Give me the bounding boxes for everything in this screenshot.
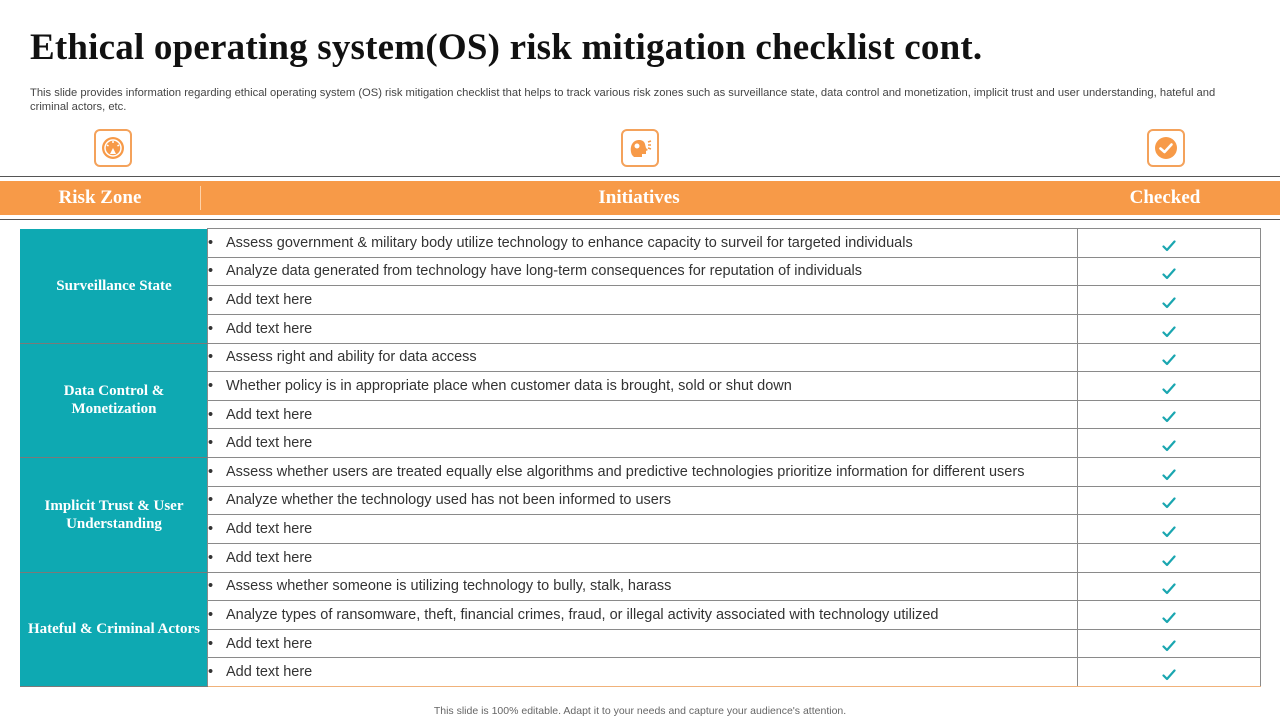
- bullet-icon: •: [208, 578, 214, 595]
- checkmark-icon: [1162, 354, 1176, 366]
- checked-cell[interactable]: [1078, 343, 1261, 372]
- checked-cell[interactable]: [1078, 486, 1261, 515]
- risk-zone-cell: Implicit Trust & User Understanding: [21, 458, 208, 573]
- checked-cell[interactable]: [1078, 515, 1261, 544]
- risk-zone-cell: Surveillance State: [21, 229, 208, 344]
- initiative-cell: [208, 486, 1078, 515]
- checked-cell[interactable]: [1078, 400, 1261, 429]
- initiative-text: Assess government & military body utilize technology to enhance capacity to surveil for targeted individuals: [226, 234, 913, 251]
- initiative-text: Add text here: [226, 435, 313, 452]
- header-bottom-rule: [0, 219, 1280, 220]
- header-risk-zone: Risk Zone: [58, 187, 142, 208]
- initiative-cell: [208, 458, 1078, 487]
- initiative-text: Analyze whether the technology used has not been informed to users: [226, 492, 671, 509]
- header-top-rule: [0, 176, 1280, 177]
- bullet-icon: •: [208, 406, 214, 423]
- checklist-table: [20, 228, 1261, 687]
- checked-cell[interactable]: [1078, 314, 1261, 343]
- initiative-cell: [208, 372, 1078, 401]
- table-row: [21, 229, 1261, 258]
- initiative-cell: [208, 572, 1078, 601]
- initiative-cell: [208, 257, 1078, 286]
- footer-note: This slide is 100% editable. Adapt it to your needs and capture your audience's attention.: [433, 705, 847, 717]
- bullet-icon: •: [208, 292, 214, 309]
- checked-cell[interactable]: [1078, 458, 1261, 487]
- initiative-cell: [208, 314, 1078, 343]
- initiative-text: Add text here: [226, 521, 313, 538]
- initiative-cell: [208, 229, 1078, 258]
- checkmark-icon: [1162, 326, 1176, 338]
- checkmark-icon: [1162, 383, 1176, 395]
- checkmark-icon: [1162, 411, 1176, 423]
- bullet-icon: •: [208, 664, 214, 681]
- checkmark-icon: [1162, 640, 1176, 652]
- checked-cell[interactable]: [1078, 543, 1261, 572]
- checkmark-icon: [1162, 440, 1176, 452]
- initiative-cell: [208, 658, 1078, 687]
- initiative-cell: [208, 515, 1078, 544]
- initiative-text: Assess whether users are treated equally else algorithms and predictive technologies prioritize information for different users: [226, 463, 1025, 480]
- header-checked: Checked: [1129, 187, 1201, 208]
- bullet-icon: •: [208, 234, 214, 251]
- initiative-text: Whether policy is in appropriate place when customer data is brought, sold or shut down: [226, 377, 792, 394]
- bullet-icon: •: [208, 521, 214, 538]
- initiative-text: Add text here: [226, 292, 313, 309]
- checkmark-icon: [1162, 497, 1176, 509]
- checked-cell[interactable]: [1078, 629, 1261, 658]
- table-row: [21, 343, 1261, 372]
- risk-zone-cell: Data Control & Monetization: [21, 343, 208, 458]
- initiative-cell: [208, 629, 1078, 658]
- checked-cell[interactable]: [1078, 601, 1261, 630]
- initiative-text: Analyze data generated from technology have long-term consequences for reputation of individuals: [226, 263, 862, 280]
- speedometer-icon: [94, 129, 132, 167]
- checked-cell[interactable]: [1078, 257, 1261, 286]
- bullet-icon: •: [208, 635, 214, 652]
- checked-cell[interactable]: [1078, 572, 1261, 601]
- head-idea-icon: [621, 129, 659, 167]
- checked-cell[interactable]: [1078, 372, 1261, 401]
- table-row: [21, 458, 1261, 487]
- bullet-icon: •: [208, 606, 214, 623]
- initiative-cell: [208, 429, 1078, 458]
- checkmark-icon: [1162, 469, 1176, 481]
- header-initiatives: Initiatives: [598, 187, 680, 208]
- checkmark-icon: [1162, 669, 1176, 681]
- checked-cell[interactable]: [1078, 429, 1261, 458]
- checkmark-icon: [1162, 583, 1176, 595]
- bullet-icon: •: [208, 549, 214, 566]
- initiative-cell: [208, 343, 1078, 372]
- bullet-icon: •: [208, 377, 214, 394]
- initiative-text: Analyze types of ransomware, theft, financial crimes, fraud, or illegal activity associated with technology utilized: [226, 606, 939, 623]
- initiative-text: Add text here: [226, 549, 313, 566]
- initiative-cell: [208, 543, 1078, 572]
- page-title: Ethical operating system(OS) risk mitigation checklist cont.: [30, 27, 983, 68]
- initiative-cell: [208, 286, 1078, 315]
- initiative-text: Assess whether someone is utilizing technology to bully, stalk, harass: [226, 578, 672, 595]
- page-subtitle: This slide provides information regarding ethical operating system (OS) risk mitigation checklist that helps to track various risk zones such as surveillance state, data control and monetization, implicit trust and user understanding, hateful and criminal actors, etc.: [30, 87, 1216, 113]
- table-header: [0, 181, 1280, 215]
- initiative-cell: [208, 400, 1078, 429]
- bullet-icon: •: [208, 463, 214, 480]
- table-row: [21, 572, 1261, 601]
- initiative-text: Assess right and ability for data access: [226, 349, 477, 366]
- initiative-text: Add text here: [226, 406, 313, 423]
- bullet-icon: •: [208, 263, 214, 280]
- checkmark-icon: [1162, 268, 1176, 280]
- initiative-text: Add text here: [226, 664, 313, 681]
- checkmark-circle-icon: [1147, 129, 1185, 167]
- bullet-icon: •: [208, 492, 214, 509]
- checkmark-icon: [1162, 526, 1176, 538]
- checkmark-icon: [1162, 240, 1176, 252]
- initiative-cell: [208, 601, 1078, 630]
- bullet-icon: •: [208, 435, 214, 452]
- bullet-icon: •: [208, 349, 214, 366]
- initiative-text: Add text here: [226, 635, 313, 652]
- checked-cell[interactable]: [1078, 658, 1261, 687]
- checked-cell[interactable]: [1078, 229, 1261, 258]
- checkmark-icon: [1162, 297, 1176, 309]
- bullet-icon: •: [208, 320, 214, 337]
- checked-cell[interactable]: [1078, 286, 1261, 315]
- checkmark-icon: [1162, 555, 1176, 567]
- risk-zone-cell: Hateful & Criminal Actors: [21, 572, 208, 687]
- checkmark-icon: [1162, 612, 1176, 624]
- initiative-text: Add text here: [226, 320, 313, 337]
